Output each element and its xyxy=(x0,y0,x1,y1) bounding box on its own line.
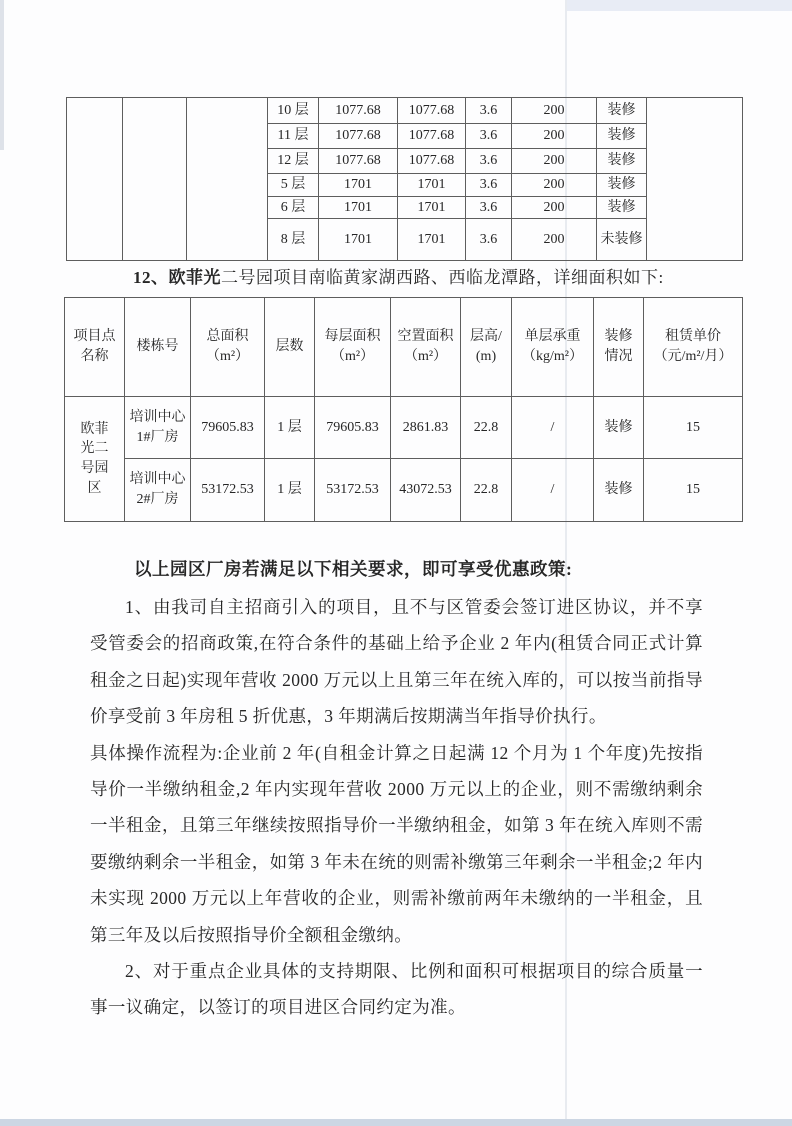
floor-height-cell: 3.6 xyxy=(466,174,512,197)
per-floor-area-cell: 1701 xyxy=(319,196,398,219)
per-floor-area-cell: 79605.83 xyxy=(315,397,391,459)
floor-cell: 5 层 xyxy=(268,174,319,197)
vacant-area-cell: 1701 xyxy=(398,174,466,197)
total-area-cell: 79605.83 xyxy=(191,397,265,459)
building-cell: 培训中心1#厂房 xyxy=(125,397,191,459)
header-per-floor-area: 每层面积（m²） xyxy=(315,298,391,397)
section-12-heading xyxy=(133,263,753,288)
vacant-area-cell: 1077.68 xyxy=(398,149,466,174)
empty-cell xyxy=(123,98,187,261)
decoration-cell: 装修 xyxy=(594,459,644,522)
floor-detail-table xyxy=(66,97,743,261)
table-row xyxy=(65,459,743,522)
floors-cell: 1 层 xyxy=(265,459,315,522)
decoration-cell: 装修 xyxy=(597,149,647,174)
project-name-cell: 欧菲光二号园区 xyxy=(65,397,125,522)
table-row xyxy=(67,98,743,124)
floor-height-cell: 3.6 xyxy=(466,219,512,261)
scan-edge-bottom xyxy=(0,1119,792,1126)
floor-height-cell: 22.8 xyxy=(461,397,512,459)
floor-height-cell: 3.6 xyxy=(466,196,512,219)
floor-cell: 11 层 xyxy=(268,124,319,149)
load-cell: 200 xyxy=(512,196,597,219)
floor-height-cell: 22.8 xyxy=(461,459,512,522)
per-floor-area-cell: 1077.68 xyxy=(319,149,398,174)
empty-cell xyxy=(187,98,268,261)
vacant-area-cell: 1077.68 xyxy=(398,124,466,149)
header-project-name: 项目点名称 xyxy=(65,298,125,397)
floor-cell: 8 层 xyxy=(268,219,319,261)
per-floor-area-cell: 1077.68 xyxy=(319,98,398,124)
load-cell: 200 xyxy=(512,174,597,197)
policy-paragraph-3: 2、对于重点企业具体的支持期限、比例和面积可根据项目的综合质量一事一议确定，以签订的项目进区合同约定为准。 xyxy=(90,961,703,1018)
header-vacant-area: 空置面积（m²） xyxy=(391,298,461,397)
header-decoration: 装修情况 xyxy=(594,298,644,397)
header-building: 楼栋号 xyxy=(125,298,191,397)
per-floor-area-cell: 1701 xyxy=(319,219,398,261)
load-cell: 200 xyxy=(512,124,597,149)
vacant-area-cell: 1077.68 xyxy=(398,98,466,124)
scan-artifact-left xyxy=(0,0,4,150)
decoration-cell: 装修 xyxy=(594,397,644,459)
floor-height-cell: 3.6 xyxy=(466,149,512,174)
rent-price-cell: 15 xyxy=(644,459,743,522)
per-floor-area-cell: 1701 xyxy=(319,174,398,197)
empty-cell xyxy=(67,98,123,261)
vacant-area-cell: 43072.53 xyxy=(391,459,461,522)
decoration-cell: 装修 xyxy=(597,196,647,219)
load-cell: / xyxy=(512,397,594,459)
building-cell: 培训中心2#厂房 xyxy=(125,459,191,522)
empty-cell xyxy=(647,98,743,261)
header-floor-height: 层高/(m) xyxy=(461,298,512,397)
vacant-area-cell: 1701 xyxy=(398,196,466,219)
load-cell: 200 xyxy=(512,149,597,174)
header-floors: 层数 xyxy=(265,298,315,397)
floor-height-cell: 3.6 xyxy=(466,98,512,124)
vacant-area-cell: 2861.83 xyxy=(391,397,461,459)
table-header-row xyxy=(65,298,743,397)
floor-height-cell: 3.6 xyxy=(466,124,512,149)
header-rent-price: 租赁单价（元/m²/月） xyxy=(644,298,743,397)
floors-cell: 1 层 xyxy=(265,397,315,459)
total-area-cell: 53172.53 xyxy=(191,459,265,522)
section-heading-text: 二号园项目南临黄家湖西路、西临龙潭路，详细面积如下: xyxy=(221,268,664,287)
decoration-cell: 装修 xyxy=(597,98,647,124)
decoration-cell: 装修 xyxy=(597,174,647,197)
table-row xyxy=(65,397,743,459)
policy-heading: 以上园区厂房若满足以下相关要求，即可享受优惠政策: xyxy=(134,559,573,579)
vacant-area-cell: 1701 xyxy=(398,219,466,261)
floor-cell: 10 层 xyxy=(268,98,319,124)
header-load: 单层承重（kg/m²） xyxy=(512,298,594,397)
rent-price-cell: 15 xyxy=(644,397,743,459)
decoration-cell: 未装修 xyxy=(597,219,647,261)
decoration-cell: 装修 xyxy=(597,124,647,149)
load-cell: 200 xyxy=(512,98,597,124)
scan-artifact-top xyxy=(567,0,792,11)
floor-cell: 6 层 xyxy=(268,196,319,219)
policy-paragraph-1: 1、由我司自主招商引入的项目，且不与区管委会签订进区协议，并不享受管委会的招商政策,在符合条件的基础上给予企业 2 年内(租赁合同正式计算租金之日起)实现年营收 2000 万元以上且第三年在统入库的，可以按当前指导价享受前 3 年房租 5 折优惠，3 年期满后按期满当年指导价执行。 xyxy=(90,597,703,727)
load-cell: / xyxy=(512,459,594,522)
header-total-area: 总面积（m²） xyxy=(191,298,265,397)
per-floor-area-cell: 53172.53 xyxy=(315,459,391,522)
section-number: 12、欧菲光 xyxy=(133,268,221,287)
area-detail-table xyxy=(64,297,743,522)
policy-body xyxy=(90,589,703,1026)
policy-paragraph-2: 具体操作流程为:企业前 2 年(自租金计算之日起满 12 个月为 1 个年度)先按指导价一半缴纳租金,2 年内实现年营收 2000 万元以上的企业，则不需缴纳剩余一半租金，且第三年继续按照指导价一半缴纳租金，如第 3 年在统入库则不需要缴纳剩余一半租金，如第 3 年未在统的则需补缴第三年剩余一半租金;2 年内未实现 2000 万元以上年营收的企业，则需补缴前两年未缴纳的一半租金，且第三年及以后按照指导价全额租金缴纳。 xyxy=(90,742,703,945)
load-cell: 200 xyxy=(512,219,597,261)
per-floor-area-cell: 1077.68 xyxy=(319,124,398,149)
floor-cell: 12 层 xyxy=(268,149,319,174)
